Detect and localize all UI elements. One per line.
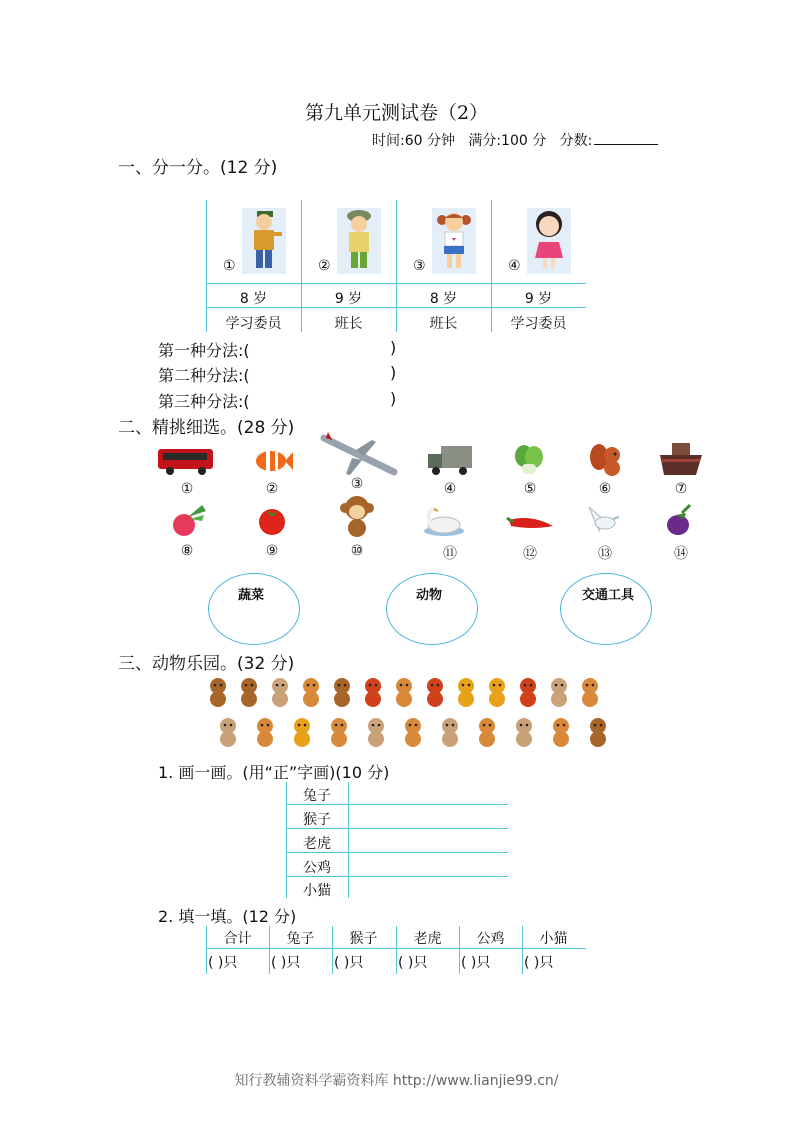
- chili-pepper-image: [505, 512, 555, 536]
- clownfish-image: [251, 446, 293, 480]
- animals-label: 动物: [415, 588, 442, 603]
- kid-age-3: 8 岁: [429, 291, 458, 307]
- score-label: 分数:: [559, 133, 593, 149]
- fill-table: [206, 926, 586, 974]
- kid-num-2: ②: [318, 258, 331, 274]
- item-num-10: ⑩: [350, 543, 364, 559]
- monkey-icon: [236, 676, 262, 712]
- tiger-icon: [484, 676, 510, 712]
- cat-icon: [577, 676, 603, 712]
- method-1-close: ): [390, 338, 397, 357]
- item-num-9: ⑨: [265, 543, 279, 559]
- rabbit-icon: [511, 716, 537, 752]
- kid-cell-1: [206, 200, 301, 282]
- kid-cell-3: [396, 200, 491, 282]
- fill-cell-total[interactable]: ( )只: [208, 955, 238, 971]
- tally-row-monkey: 猴子: [303, 812, 331, 828]
- item-num-8: ⑧: [180, 543, 194, 559]
- monkey-image: [339, 494, 375, 542]
- fill-header-total: 合计: [223, 931, 252, 947]
- kids-table: [206, 200, 586, 332]
- kid-num-4: ④: [508, 258, 521, 274]
- cat-icon: [474, 716, 500, 752]
- transport-label: 交通工具: [581, 588, 634, 603]
- method-3-label: 第三种分法:(: [158, 392, 250, 411]
- bus-image: [157, 446, 215, 480]
- kid-role-3: 班长: [429, 316, 458, 332]
- kid-age-4: 9 岁: [524, 291, 553, 307]
- item-num-13: ⑬: [598, 546, 612, 562]
- vegetables-label: 蔬菜: [237, 588, 264, 603]
- fill-header-rooster: 公鸡: [476, 931, 505, 947]
- fill-cell-cat[interactable]: ( )只: [524, 955, 554, 971]
- item-num-2: ②: [265, 481, 279, 497]
- radish-image: [168, 503, 208, 543]
- kid-num-3: ③: [413, 258, 426, 274]
- q1-title: 1. 画一画。(用“正”字画)(10 分): [158, 763, 390, 782]
- cat-icon: [400, 716, 426, 752]
- truck-image: [427, 444, 473, 480]
- fill-cell-rooster[interactable]: ( )只: [461, 955, 491, 971]
- fill-header-cat: 小猫: [539, 931, 568, 947]
- cat-icon: [391, 676, 417, 712]
- item-num-5: ⑤: [523, 481, 537, 497]
- method-1-label: 第一种分法:(: [158, 341, 250, 360]
- rabbit-icon: [363, 716, 389, 752]
- airplane-image: [320, 432, 398, 482]
- cat-icon: [298, 676, 324, 712]
- fill-header-rabbit: 兔子: [286, 931, 315, 947]
- swan-image: [420, 505, 466, 541]
- tally-row-rabbit: 兔子: [303, 788, 331, 804]
- item-num-14: ⑭: [674, 546, 688, 562]
- method-3-close: ): [390, 389, 397, 408]
- page-title: 第九单元测试卷（2）: [304, 102, 489, 124]
- rooster-icon: [360, 676, 386, 712]
- cat-icon: [252, 716, 278, 752]
- time-label: 时间:60 分钟: [372, 133, 455, 149]
- kid-role-4: 学习委员: [510, 316, 567, 332]
- cat-icon: [548, 716, 574, 752]
- kid-age-2: 9 岁: [334, 291, 363, 307]
- monkey-icon: [205, 676, 231, 712]
- fill-header-tiger: 老虎: [413, 931, 442, 947]
- kid-role-1: 学习委员: [225, 316, 282, 332]
- fill-cell-tiger[interactable]: ( )只: [398, 955, 428, 971]
- rabbit-icon: [546, 676, 572, 712]
- tomato-image: [256, 506, 288, 540]
- fill-cell-rabbit[interactable]: ( )只: [271, 955, 301, 971]
- item-num-6: ⑥: [598, 481, 612, 497]
- rabbit-icon: [267, 676, 293, 712]
- item-num-3: ③: [350, 476, 364, 492]
- item-num-4: ④: [443, 481, 457, 497]
- q2-title: 2. 填一填。(12 分): [158, 907, 297, 926]
- item-num-11: ⑪: [443, 546, 457, 562]
- section2-heading: 二、精挑细选。(28 分): [118, 418, 295, 438]
- fill-cell-monkey[interactable]: ( )只: [334, 955, 364, 971]
- rabbit-icon: [215, 716, 241, 752]
- animal-crowd-image: [205, 676, 625, 752]
- tally-table: [286, 782, 508, 898]
- kid-age-1: 8 岁: [239, 291, 268, 307]
- girl-dress-image: [527, 208, 571, 274]
- girl-pigtails-image: [432, 208, 476, 274]
- item-num-12: ⑫: [523, 546, 537, 562]
- tally-row-rooster: 公鸡: [303, 860, 331, 876]
- method-2-close: ): [390, 363, 397, 382]
- item-num-7: ⑦: [674, 481, 688, 497]
- bok-choy-image: [512, 444, 546, 480]
- fill-header-monkey: 猴子: [349, 931, 378, 947]
- kid-cell-2: [301, 200, 396, 282]
- kid-role-2: 班长: [334, 316, 363, 332]
- boy-cap-image: [337, 208, 381, 274]
- tally-row-cat: 小猫: [303, 883, 331, 899]
- squirrel-image: [589, 443, 625, 481]
- monkey-icon: [585, 716, 611, 752]
- cat-icon: [326, 716, 352, 752]
- full-score-label: 满分:100 分: [468, 133, 547, 149]
- method-2-label: 第二种分法:(: [158, 366, 250, 385]
- kid-num-1: ①: [223, 258, 236, 274]
- exam-meta: [372, 130, 658, 150]
- tally-row-tiger: 老虎: [303, 836, 331, 852]
- section1-heading: 一、分一分。(12 分): [118, 158, 278, 178]
- rabbit-icon: [437, 716, 463, 752]
- rooster-icon: [422, 676, 448, 712]
- footer-watermark: 知行教辅资料学霸资料库 http://www.lianjie99.cn/: [234, 1073, 559, 1089]
- kid-cell-4: [491, 200, 586, 282]
- boy-glasses-image: [242, 208, 286, 274]
- tiger-icon: [289, 716, 315, 752]
- monkey-icon: [329, 676, 355, 712]
- dove-image: [585, 503, 621, 541]
- eggplant-image: [664, 503, 694, 541]
- item-num-1: ①: [180, 481, 194, 497]
- section3-heading: 三、动物乐园。(32 分): [118, 654, 295, 674]
- rooster-icon: [515, 676, 541, 712]
- tiger-icon: [453, 676, 479, 712]
- ship-image: [658, 439, 704, 481]
- score-blank[interactable]: [594, 144, 658, 145]
